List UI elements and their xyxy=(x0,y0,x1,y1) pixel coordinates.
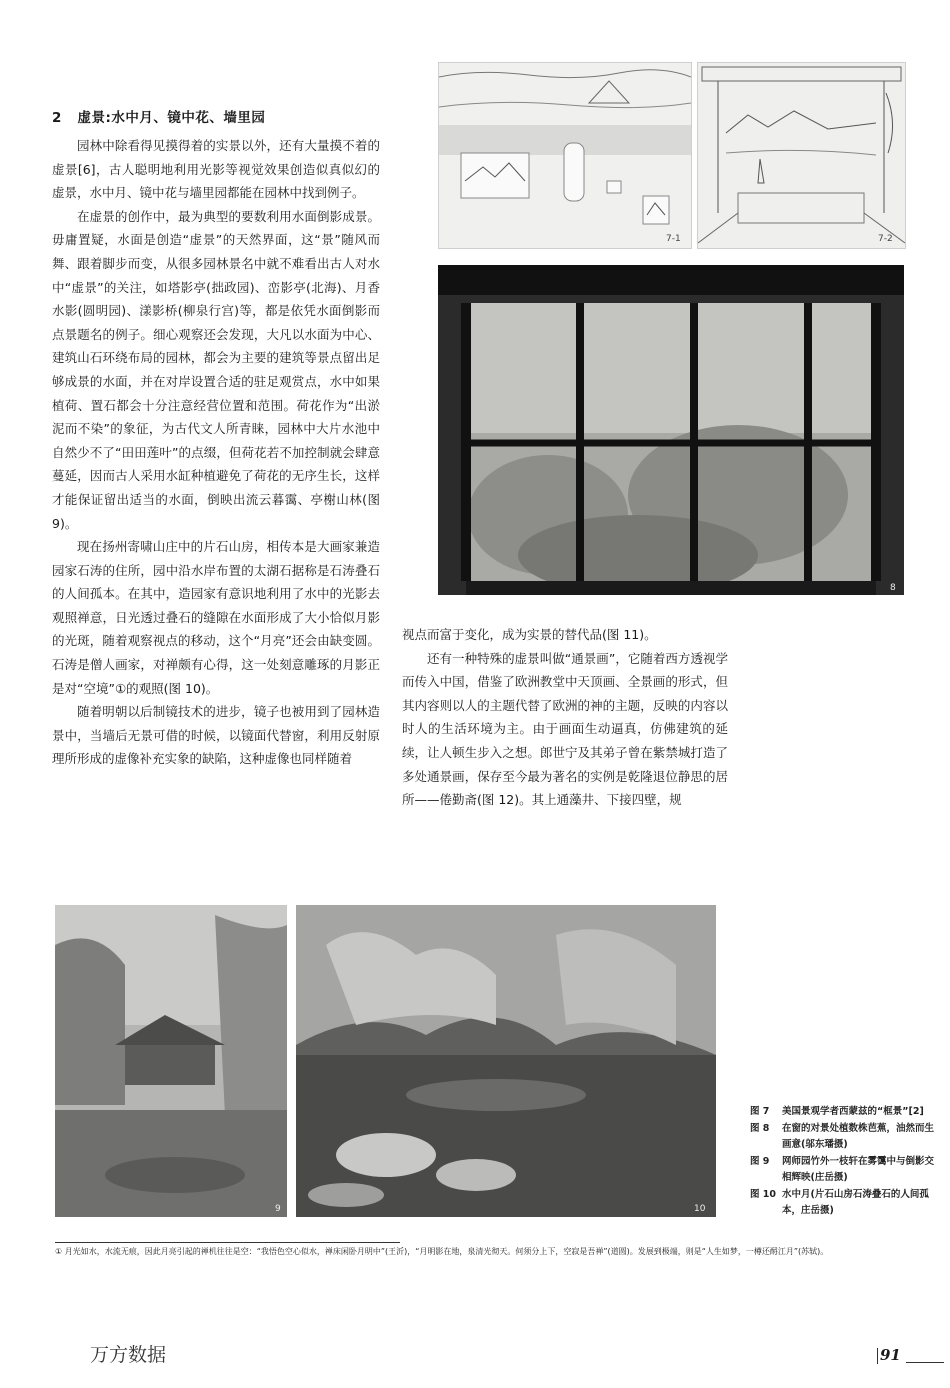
paragraph: 在虚景的创作中，最为典型的要数利用水面倒影成景。毋庸置疑，水面是创造“虚景”的天然界面，这“景”随风而舞、跟着脚步而变，从很多园林景名中就不难看出古人对水中“虚景”的关注，如塔影亭(拙政园)、峦影亭(北海)、月香水影(圆明园)、漾影桥(柳泉行宫)等，都是依凭水面倒影而点景题名的例子。细心观察还会发现，大凡以水面为中心、建筑山石环绕布局的园林，都会为主要的建筑等景点留出足够成景的水面，并在对岸设置合适的驻足观赏点，水中如果植荷、置石都会十分注意经营位置和范围。荷花作为“出淤泥而不染”的象征，为古代文人所青睐，园林中大片水池中自然少不了“田田莲叶”的点缀，但荷花若不加控制就会肆意蔓延，因而古人采用水缸种植避免了荷花的无序生长，这样才能保证留出适当的水面，倒映出流云暮霭、亭榭山林(图 9)。 xyxy=(52,208,380,531)
figure-8-photo xyxy=(438,265,904,595)
figure-7-1-sketch xyxy=(438,62,692,249)
caption-item xyxy=(750,1187,935,1220)
caption-number: 图 7 xyxy=(750,1106,770,1117)
room-frame-sketch xyxy=(698,63,905,248)
figure-label: 9 xyxy=(275,1204,281,1214)
paragraph: 现在扬州寄啸山庄中的片石山房，相传本是大画家兼造园家石涛的住所，园中沿水岸布置的太湖石据称是石涛叠石的人间孤本。在其中，造园家有意识地利用了水中的光影去观照禅意，日光透过叠石的缝隙在水面形成了大小恰似月影的光斑，随着观察视点的移动，这个“月亮”还会由缺变圆。石涛是僧人画家，对禅颇有心得，这一处刻意雕琢的月影正是对“空境”①的观照(图 10)。 xyxy=(52,539,380,696)
caption-text: 水中月(片石山房石涛叠石的人间孤本，庄岳摄) xyxy=(782,1188,929,1216)
section-heading xyxy=(52,106,265,126)
figure-label: 7-2 xyxy=(878,234,893,244)
caption-text: 在窗的对景处植数株芭蕉，油然而生画意(邬东璠摄) xyxy=(782,1122,935,1150)
right-column xyxy=(402,623,728,812)
figure-9-photo xyxy=(55,905,287,1217)
page-number-rule xyxy=(906,1362,944,1363)
pavilion-mist-photo xyxy=(55,905,287,1217)
left-column xyxy=(52,134,380,771)
caption-item xyxy=(750,1121,935,1154)
caption-item xyxy=(750,1104,935,1121)
figure-captions xyxy=(750,1104,935,1220)
caption-text: 美国景观学者西蒙兹的“框景”[2] xyxy=(782,1106,924,1117)
figure-label: 7-1 xyxy=(666,234,681,244)
paragraph: 随着明朝以后制镜技术的进步，镜子也被用到了园林造景中，当墙后无景可借的时候，以镜面代替窗，利用反射原理所形成的虚像补充实象的缺陷，这种虚像也同样随着 xyxy=(52,704,380,767)
paragraph: 视点而富于变化，成为实景的替代品(图 11)。 xyxy=(402,627,657,642)
framed-scenery-sketch xyxy=(439,63,691,248)
figure-7-2-sketch xyxy=(697,62,906,249)
footnote: ① 月光如水，水流无痕，因此月亮引起的禅机往往是空：“我悟色空心似水，禅床闲卧月明中”(王沂)，“月明影在地，泉清光彻天。何须分上下，空寂是吾禅”(道圆)。发展到极端，则是“人生如梦，一樽还酹江月”(苏轼)。 xyxy=(55,1247,829,1256)
caption-number: 图 9 xyxy=(750,1155,770,1167)
figure-label: 8 xyxy=(890,583,896,593)
footnote-divider xyxy=(55,1242,400,1243)
page-number-bar xyxy=(877,1348,878,1364)
figure-label: 10 xyxy=(694,1204,706,1214)
window-banana-photo xyxy=(438,265,904,595)
caption-item xyxy=(750,1154,935,1187)
caption-number: 图 8 xyxy=(750,1122,770,1134)
figure-10-photo xyxy=(296,905,716,1217)
caption-text: 网师园竹外一枝轩在雾霭中与倒影交相辉映(庄岳摄) xyxy=(782,1155,935,1183)
caption-number: 图 10 xyxy=(750,1188,777,1200)
rockery-pond-photo xyxy=(296,905,716,1217)
section-title: 虚景:水中月、镜中花、墙里园 xyxy=(77,110,266,126)
watermark: 万方数据 xyxy=(90,1344,167,1366)
page-number: 91 xyxy=(880,1346,901,1364)
section-number: 2 xyxy=(52,110,62,126)
paragraph: 还有一种特殊的虚景叫做“通景画”，它随着西方透视学而传入中国，借鉴了欧洲教堂中天顶画、全景画的形式，但其内容则以人的主题代替了欧洲的神的主题，反映的内容以时人的生活环境为主。由于画面生动逼真，仿佛建筑的延续，让人顿生步入之想。郎世宁及其弟子曾在紫禁城打造了多处通景画，保存至今最为著名的实例是乾隆退位静思的居所——倦勤斋(图 12)。其上通藻井、下接四壁，规 xyxy=(402,650,728,808)
paragraph: 园林中除看得见摸得着的实景以外，还有大量摸不着的虚景[6]，古人聪明地利用光影等视觉效果创造似真似幻的虚景，水中月、镜中花与墙里园都能在园林中找到例子。 xyxy=(52,138,380,201)
